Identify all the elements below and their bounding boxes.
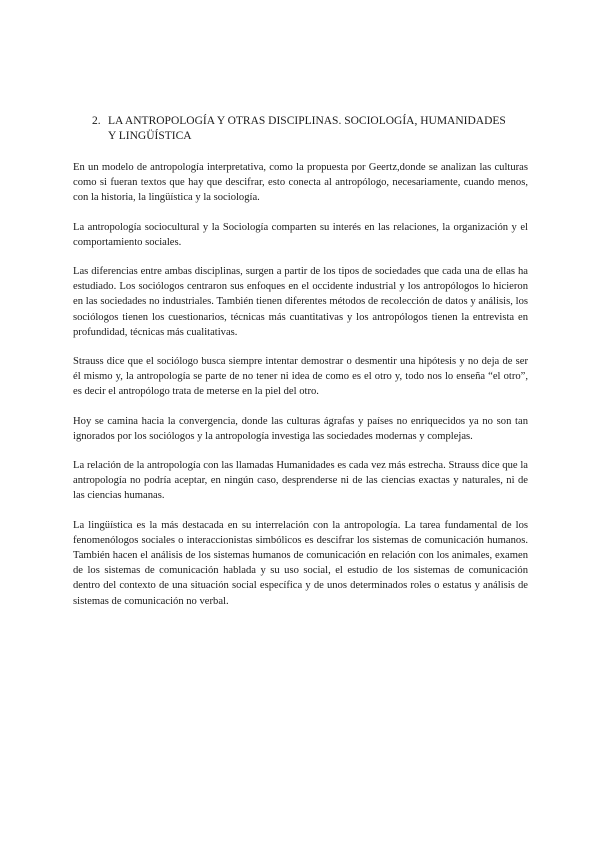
paragraph-linguistica: La lingüística es la más destacada en su interrelación con la antropología. La tarea fundamental de los fenomenólogos sociales o interaccionistas simbólicos es descifrar los sistemas de comunicación humanos. También hacen el análisis de los sistemas humanos de comunicación en relación con los animales, examen de los sistemas de comunicación hablada y su uso social, el estudio de los sistemas de comunicación dentro del contexto de una situación social específica y de unos determinados roles o estatus y análisis de sistemas de comunicación no verbal. xyxy=(73,519,528,607)
paragraph-diferencias: Las diferencias entre ambas disciplinas, surgen a partir de los tipos de sociedades que cada una de ellas ha estudiado. Los sociólogos centraron sus enfoques en el occidente industrial y los antropólogos lo hicieron en las sociedades no industriales. También tienen diferentes métodos de recolección de datos y análisis, los sociólogos tienen los cuestionarios, técnicas más cuantitativas y los antropólogos tienen la entrevista en profundidad, técnicas más cualitativas. xyxy=(73,266,528,338)
paragraph-strauss-sociologo: Strauss dice que el sociólogo busca siempre intentar demostrar o desmentir una hipótesis y no deja de ser él mismo y, la antropología se parte de no tener ni idea de como es el otro y, todo nos lo enseña “el otro”, es decir el antropólogo trata de meterse en la piel del otro. xyxy=(73,356,528,398)
paragraph-humanidades: La relación de la antropología con las llamadas Humanidades es cada vez más estrecha. Strauss dice que la antropología no podría aceptar, en ningún caso, desprenderse ni de las ciencias exactas y naturales, ni de las ciencias humanas. xyxy=(73,460,528,502)
document-body xyxy=(73,160,528,623)
paragraph-sociologia-interes: La antropología sociocultural y la Sociología comparten su interés en las relaciones, la organización y el comportamiento sociales. xyxy=(73,221,528,248)
section-heading xyxy=(92,114,512,144)
section-number: 2. xyxy=(92,115,101,127)
section-title: LA ANTROPOLOGÍA Y OTRAS DISCIPLINAS. SOCIOLOGÍA, HUMANIDADES Y LINGÜÍSTICA xyxy=(108,115,506,142)
paragraph-geertz: En un modelo de antropología interpretativa, como la propuesta por Geertz,donde se analizan las culturas como si fueran textos que hay que descifrar, esto conecta al antropólogo, necesariamente, cuando menos, con la historia, la lingüística y la sociología. xyxy=(73,162,528,204)
paragraph-convergencia: Hoy se camina hacia la convergencia, donde las culturas ágrafas y países no enriquecidos ya no son tan ignorados por los sociólogos y la antropología investiga las sociedades modernas y complejas. xyxy=(73,415,528,442)
